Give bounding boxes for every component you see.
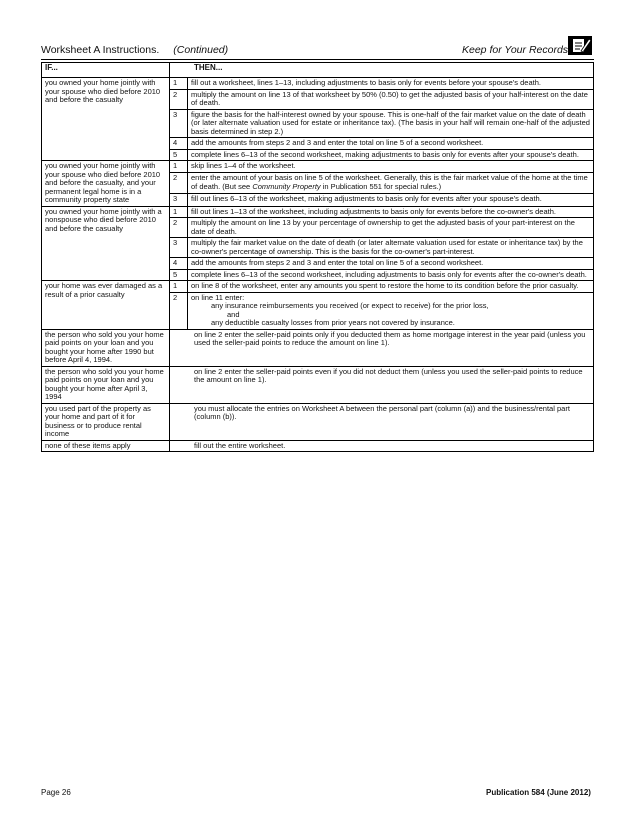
step-text xyxy=(188,173,594,194)
keep-for-records: Keep for Your Records xyxy=(462,44,569,56)
sub-item: any insurance reimbursements you received (or expect to receive) for the prior loss, xyxy=(211,301,489,310)
step-number: 2 xyxy=(170,89,188,109)
step-number: 1 xyxy=(170,206,188,218)
step-number: 5 xyxy=(170,269,188,281)
step-number: 1 xyxy=(170,281,188,293)
step-number: 1 xyxy=(170,161,188,173)
step-number: 3 xyxy=(170,194,188,206)
if-cell: you owned your home jointly with your spouse who died before 2010 and before the casualty, and your permanent legal home is in a community property state xyxy=(42,161,170,207)
if-cell: you owned your home jointly with a nonspouse who died before 2010 and before the casualty xyxy=(42,206,170,281)
step-text: complete lines 6–13 of the second worksheet, making adjustments to basis only for events after your spouse's death. xyxy=(188,149,594,161)
pen-on-paper-icon xyxy=(568,36,592,55)
step-number: 5 xyxy=(170,149,188,161)
col-if-header: IF... xyxy=(42,63,170,78)
step-text-part: in Publication 551 for special rules.) xyxy=(322,181,442,191)
step-number: 3 xyxy=(170,238,188,258)
step-text-part: enter the amount of your basis on line 5 of the worksheet. Generally, this is the fair market value of the home at the time of death. (But see xyxy=(191,173,588,191)
step-text: add the amounts from steps 2 and 3 and enter the total on line 5 of a second worksheet. xyxy=(188,258,594,270)
header-rule xyxy=(41,59,594,60)
table-row xyxy=(42,206,594,218)
sub-item-connector: and xyxy=(227,309,240,319)
step-text: fill out lines 1–13 of the worksheet, including adjustments to basis only for events before the co-owner's death. xyxy=(188,206,594,218)
table-row xyxy=(42,440,594,452)
step-text: add the amounts from steps 2 and 3 and enter the total on line 5 of a second worksheet. xyxy=(188,138,594,150)
sub-item: any deductible casualty losses from prior years not covered by insurance. xyxy=(211,318,455,327)
step-text: multiply the amount on line 13 of that worksheet by 50% (0.50) to get the adjusted basis of your half-interest on the date of death. xyxy=(188,89,594,109)
then-cell: on line 2 enter the seller-paid points even if you did not deduct them (unless you used the seller-paid points to reduce the amount on line 1). xyxy=(170,366,594,403)
table-row xyxy=(42,78,594,90)
step-text-part: on line 11 enter: xyxy=(191,292,245,302)
table-row xyxy=(42,281,594,293)
table-row xyxy=(42,403,594,440)
step-text: on line 8 of the worksheet, enter any amounts you spent to restore the home to its condition before the prior casualty. xyxy=(188,281,594,293)
then-cell: fill out the entire worksheet. xyxy=(170,440,594,452)
step-number: 4 xyxy=(170,138,188,150)
step-number: 2 xyxy=(170,292,188,329)
then-cell: you must allocate the entries on Worksheet A between the personal part (column (a)) and the business/rental part (column (b)). xyxy=(170,403,594,440)
step-text: figure the basis for the half-interest owned by your spouse. This is one-half of the fair market value on the date of death (or later alternate valuation used for estate or inheritance tax). (The basis in your half will remain one-half of the adjusted basis determined in step 2.) xyxy=(188,109,594,138)
publication-label: Publication 584 (June 2012) xyxy=(486,788,591,797)
col-then-header: THEN... xyxy=(170,63,594,78)
if-cell: you owned your home jointly with your spouse who died before 2010 and before the casualty xyxy=(42,78,170,161)
step-number: 4 xyxy=(170,258,188,270)
table-row xyxy=(42,161,594,173)
step-text: multiply the fair market value on the date of death (or later alternate valuation used for estate or inheritance tax) by the co-owner's percentage of ownership. This is the basis for the co-owner's part-interest. xyxy=(188,238,594,258)
table-header-row xyxy=(42,63,594,78)
step-text: complete lines 6–13 of the second worksheet, including adjustments to basis only for events after the co-owner's death. xyxy=(188,269,594,281)
header-title: Worksheet A Instructions. xyxy=(41,44,160,56)
step-number: 2 xyxy=(170,218,188,238)
if-cell: none of these items apply xyxy=(42,440,170,452)
step-text: multiply the amount on line 13 by your percentage of ownership to get the adjusted basis of your part-interest on the date of death. xyxy=(188,218,594,238)
worksheet-header xyxy=(41,44,228,56)
if-cell: your home was ever damaged as a result of a prior casualty xyxy=(42,281,170,330)
if-cell: the person who sold you your home paid points on your loan and you bought your home after 1990 but before April 4, 1994. xyxy=(42,329,170,366)
step-text: skip lines 1–4 of the worksheet. xyxy=(188,161,594,173)
page-number: Page 26 xyxy=(41,788,71,797)
step-number: 3 xyxy=(170,109,188,138)
table-row xyxy=(42,366,594,403)
if-cell: you used part of the property as your home and part of it for business or to produce rental income xyxy=(42,403,170,440)
step-number: 2 xyxy=(170,173,188,194)
table-row xyxy=(42,329,594,366)
step-text xyxy=(188,292,594,329)
header-continued: (Continued) xyxy=(173,44,229,56)
community-property-ref: Community Property xyxy=(252,181,321,191)
then-cell: on line 2 enter the seller-paid points only if you deducted them as home mortgage interest in the year paid (unless you used the seller-paid points to reduce the amount on line 1). xyxy=(170,329,594,366)
if-cell: the person who sold you your home paid points on your loan and you bought your home after April 3, 1994 xyxy=(42,366,170,403)
worksheet-instructions-table xyxy=(41,62,594,452)
step-text: fill out lines 6–13 of the worksheet, making adjustments to basis only for events after your spouse's death. xyxy=(188,194,594,206)
step-number: 1 xyxy=(170,78,188,90)
step-text: fill out a worksheet, lines 1–13, including adjustments to basis only for events before your spouse's death. xyxy=(188,78,594,90)
